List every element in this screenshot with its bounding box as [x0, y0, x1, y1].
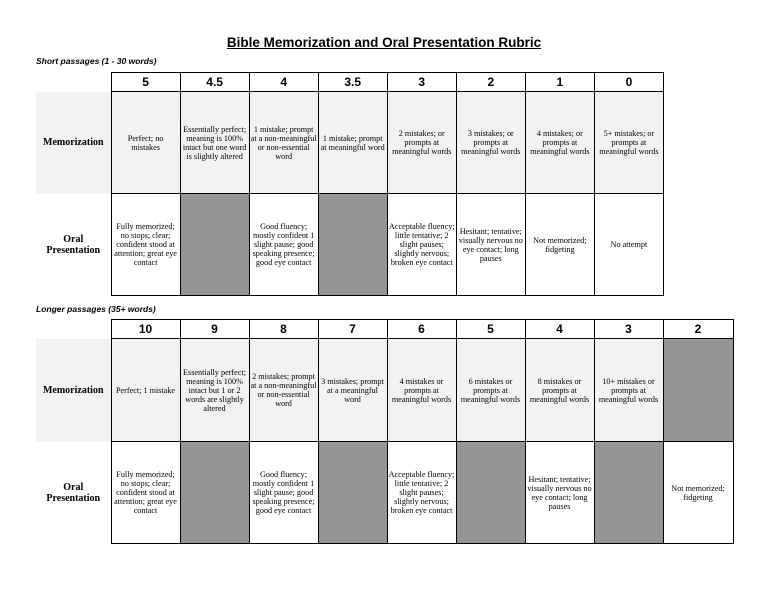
rubric-cell: Acceptable fluency; little tentative; 2 slight pauses; slightly nervous; broken eye contact: [387, 194, 456, 296]
oral-presentation-row: [36, 442, 733, 544]
memorization-row: [36, 92, 664, 194]
longer-passages-table: [36, 319, 734, 544]
score-header: 3: [387, 73, 456, 92]
score-header: 4.5: [180, 73, 249, 92]
rubric-cell: 8 mistakes or prompts at meaningful words: [525, 339, 594, 442]
rubric-cell: Perfect; no mistakes: [111, 92, 180, 194]
rubric-cell: 3 mistakes; or prompts at meaningful words: [456, 92, 525, 194]
score-header: 9: [180, 320, 249, 339]
rubric-cell: Good fluency; mostly confident 1 slight pause; good speaking presence; good eye contact: [249, 194, 318, 296]
rubric-title: [0, 35, 768, 50]
rubric-title-text: Bible Memorization and Oral Presentation Rubric: [226, 35, 542, 50]
score-header: 6: [387, 320, 456, 339]
score-header: 5: [111, 73, 180, 92]
short-passages-table: [36, 72, 664, 296]
rubric-cell: Not memorized; fidgeting: [663, 442, 733, 544]
rubric-cell: Good fluency; mostly confident 1 slight pause; good speaking presence; good eye contact: [249, 442, 318, 544]
score-header-row: [36, 320, 733, 339]
oral-presentation-row: [36, 194, 664, 296]
shaded-cell: [180, 194, 249, 296]
row-label-memorization: Memorization: [36, 92, 111, 194]
score-header: 1: [525, 73, 594, 92]
score-header: 4: [525, 320, 594, 339]
shaded-cell: [318, 194, 387, 296]
score-header: 3.5: [318, 73, 387, 92]
row-label-memorization: Memorization: [36, 339, 111, 442]
score-header: 7: [318, 320, 387, 339]
rubric-cell: 5+ mistakes; or prompts at meaningful words: [594, 92, 663, 194]
shaded-cell: [180, 442, 249, 544]
score-header: 2: [456, 73, 525, 92]
rubric-cell: 1 mistake; prompt at meaningful word: [318, 92, 387, 194]
score-header: 2: [663, 320, 733, 339]
short-passages-label: Short passages (1 - 30 words): [36, 56, 157, 66]
rubric-cell: Acceptable fluency; little tentative; 2 slight pauses; slightly nervous; broken eye contact: [387, 442, 456, 544]
rubric-cell: 3 mistakes; prompt at a meaningful word: [318, 339, 387, 442]
rubric-cell: No attempt: [594, 194, 663, 296]
shaded-cell: [456, 442, 525, 544]
shaded-cell: [594, 442, 663, 544]
memorization-row: [36, 339, 733, 442]
score-header: 8: [249, 320, 318, 339]
score-header: 5: [456, 320, 525, 339]
rubric-cell: 4 mistakes; or prompts at meaningful words: [525, 92, 594, 194]
header-blank: [36, 73, 111, 92]
rubric-cell: Essentially perfect; meaning is 100% intact but one word is slightly altered: [180, 92, 249, 194]
shaded-cell: [318, 442, 387, 544]
score-header: 0: [594, 73, 663, 92]
rubric-cell: Essentially perfect; meaning is 100% intact but 1 or 2 words are slightly altered: [180, 339, 249, 442]
header-blank: [36, 320, 111, 339]
rubric-cell: 10+ mistakes or prompts at meaningful words: [594, 339, 663, 442]
rubric-cell: Fully memorized; no stops; clear; confident stood at attention; great eye contact: [111, 442, 180, 544]
rubric-cell: Hesitant; tentative; visually nervous no eye contact; long pauses: [525, 442, 594, 544]
score-header: 3: [594, 320, 663, 339]
rubric-cell: 1 mistake; prompt at a non-meaningful or non-essential word: [249, 92, 318, 194]
rubric-cell: Hesitant; tentative; visually nervous no eye contact; long pauses: [456, 194, 525, 296]
rubric-cell: Fully memorized; no stops; clear; confident stood at attention; great eye contact: [111, 194, 180, 296]
row-label-oral-presentation: Oral Presentation: [36, 194, 111, 296]
score-header-row: [36, 73, 664, 92]
rubric-cell: 2 mistakes; or prompts at meaningful words: [387, 92, 456, 194]
rubric-cell: Perfect; 1 mistake: [111, 339, 180, 442]
rubric-cell: 2 mistakes; prompt at a non-meaningful or non-essential word: [249, 339, 318, 442]
rubric-cell: 4 mistakes or prompts at meaningful words: [387, 339, 456, 442]
rubric-cell: 6 mistakes or prompts at meaningful words: [456, 339, 525, 442]
score-header: 4: [249, 73, 318, 92]
row-label-oral-presentation: Oral Presentation: [36, 442, 111, 544]
longer-passages-label: Longer passages (35+ words): [36, 304, 156, 314]
score-header: 10: [111, 320, 180, 339]
shaded-cell: [663, 339, 733, 442]
rubric-cell: Not memorized; fidgeting: [525, 194, 594, 296]
